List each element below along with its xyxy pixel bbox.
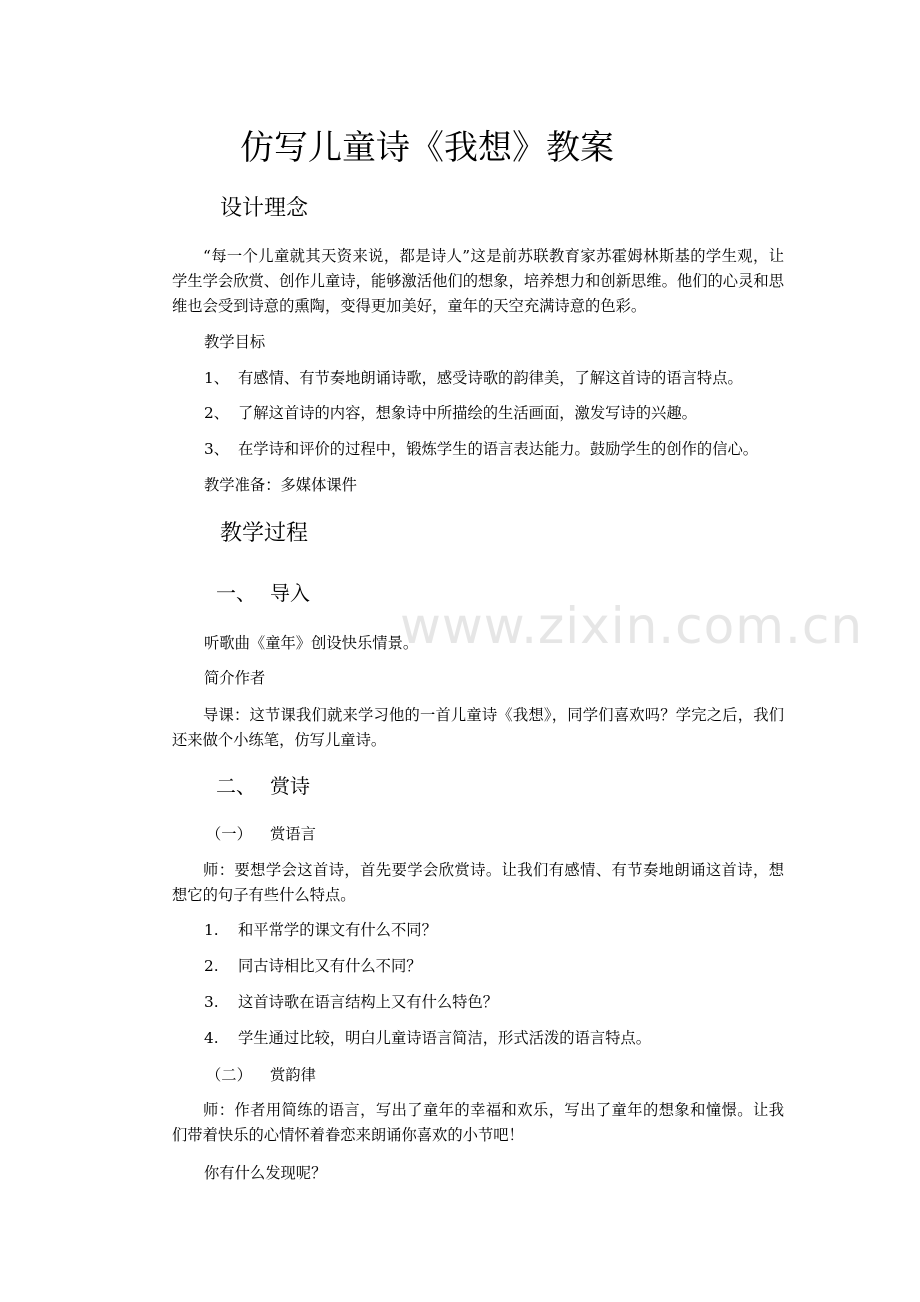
- goal-text: 有感情、有节奏地朗诵诗歌，感受诗歌的韵律美，了解这首诗的语言特点。: [238, 369, 743, 387]
- document-title: 仿写儿童诗《我想》教案: [240, 128, 614, 168]
- question-number: 4.: [204, 1029, 219, 1047]
- question-number: 1.: [204, 921, 219, 939]
- question-number: 3.: [204, 993, 219, 1011]
- question-text: 同古诗相比又有什么不同？: [238, 957, 422, 975]
- question-text: 和平常学的课文有什么不同？: [238, 921, 437, 939]
- subsection-label: 赏语言: [270, 825, 316, 843]
- section-label: 赏诗: [270, 774, 310, 798]
- section-number: 一、: [216, 581, 256, 605]
- closing-question: 你有什么发现呢？: [204, 1164, 327, 1182]
- question-text: 学生通过比较，明白儿童诗语言简洁，形式活泼的语言特点。: [238, 1029, 652, 1047]
- process-heading: 教学过程: [220, 521, 309, 546]
- goal-number: 2、: [204, 404, 230, 422]
- question-number: 2.: [204, 957, 219, 975]
- goal-number: 3、: [204, 440, 230, 458]
- section-number: 二、: [216, 774, 256, 798]
- goal-text: 了解这首诗的内容，想象诗中所描绘的生活画面，激发写诗的兴趣。: [238, 404, 697, 422]
- teaching-prep: 教学准备：多媒体课件: [204, 476, 357, 494]
- goal-number: 1、: [204, 369, 230, 387]
- language-paragraph: 师：要想学会这首诗，首先要学会欣赏诗。让我们有感情、有节奏地朗诵这首诗，想想它的句子有些什么特点。: [172, 861, 784, 904]
- subsection-label: 赏韵律: [270, 1066, 316, 1084]
- intro-paragraph: 导课：这节课我们就来学习他的一首儿童诗《我想》，同学们喜欢吗？学完之后，我们还来做个小练笔，仿写儿童诗。: [172, 706, 784, 749]
- goal-text: 在学诗和评价的过程中，锻炼学生的语言表达能力。鼓励学生的创作的信心。: [238, 440, 759, 458]
- question-text: 这首诗歌在语言结构上又有什么特色？: [238, 993, 499, 1011]
- section-label: 导入: [270, 581, 310, 605]
- subsection-number: （二）: [206, 1066, 252, 1084]
- rhythm-paragraph: 师：作者用简练的语言，写出了童年的幸福和欢乐，写出了童年的想象和憧憬。让我们带着快乐的心情怀着眷恋来朗诵你喜欢的小节吧！: [172, 1101, 784, 1144]
- design-heading: 设计理念: [220, 196, 309, 221]
- watermark-text: www.zixin.com.cn: [400, 597, 864, 655]
- subsection-number: （一）: [206, 825, 252, 843]
- goals-label: 教学目标: [204, 333, 266, 351]
- intro-song-line: 听歌曲《童年》创设快乐情景。: [204, 634, 419, 652]
- design-paragraph: “每一个儿童就其天资来说，都是诗人”这是前苏联教育家苏霍姆林斯基的学生观，让学生学会欣赏、创作儿童诗，能够激活他们的想象，培养想力和创新思维。他们的心灵和思维也会受到诗意的熏陶，变得更加美好，童年的天空充满诗意的色彩。: [172, 247, 784, 315]
- intro-author-line: 简介作者: [204, 669, 266, 687]
